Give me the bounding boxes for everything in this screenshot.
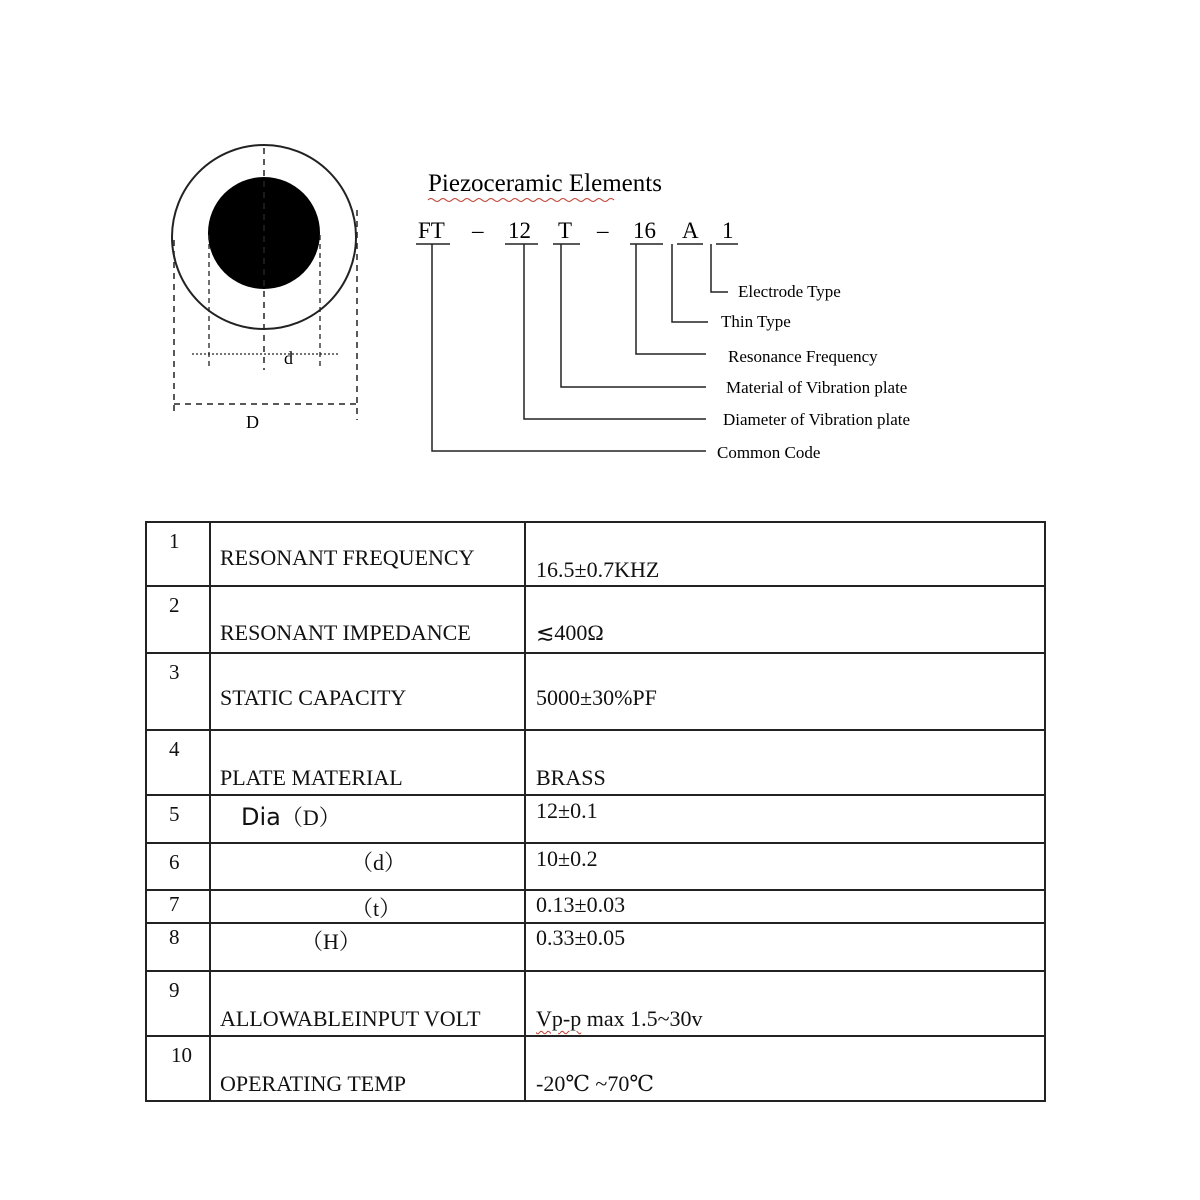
value-cell	[525, 730, 1045, 795]
table-row	[146, 971, 1045, 1036]
table-row	[146, 843, 1045, 890]
label-resonance-frequency: Resonance Frequency	[728, 347, 878, 366]
label-material: Material of Vibration plate	[726, 378, 908, 397]
param-label	[241, 801, 341, 832]
param-label: RESONANT IMPEDANCE	[220, 620, 471, 645]
param-cell	[210, 890, 525, 923]
param-cell	[210, 795, 525, 843]
code-ft: FT	[418, 218, 445, 243]
param-value: 0.33±0.05	[536, 925, 626, 950]
code-1: 1	[722, 218, 734, 243]
label-diameter: Diameter of Vibration plate	[723, 410, 911, 429]
param-value: 5000±30%PF	[536, 685, 657, 710]
param-value: ≲400Ω	[536, 620, 604, 645]
param-value: 12±0.1	[536, 798, 598, 823]
label-electrode-type: Electrode Type	[738, 282, 841, 301]
row-number: 2	[146, 586, 210, 653]
row-number: 4	[146, 730, 210, 795]
param-label: （d）	[351, 850, 407, 875]
param-value	[536, 1006, 703, 1032]
table-row	[146, 522, 1045, 586]
param-value: 0.13±0.03	[536, 892, 626, 917]
param-cell	[210, 522, 525, 586]
diagram-title: Piezoceramic Elements	[428, 170, 662, 197]
param-label: PLATE MATERIAL	[220, 765, 403, 790]
table-row	[146, 1036, 1045, 1101]
value-cell	[525, 971, 1045, 1036]
param-cell	[210, 1036, 525, 1101]
label-common-code: Common Code	[717, 443, 821, 462]
value-cell	[525, 1036, 1045, 1101]
param-value: 10±0.2	[536, 846, 598, 871]
row-number: 8	[146, 923, 210, 971]
value-cell	[525, 586, 1045, 653]
spec-table	[145, 521, 1046, 1102]
param-cell	[210, 923, 525, 971]
param-symbol: （D）	[280, 805, 341, 830]
volt-range: max 1.5~30v	[581, 1006, 703, 1031]
row-number: 7	[146, 890, 210, 923]
table-row	[146, 923, 1045, 971]
table-row	[146, 890, 1045, 923]
label-thin-type: Thin Type	[721, 312, 791, 331]
table-row	[146, 653, 1045, 730]
row-number: 9	[146, 971, 210, 1036]
value-cell	[525, 923, 1045, 971]
param-label: ALLOWABLEINPUT VOLT	[220, 1006, 481, 1031]
param-cell	[210, 586, 525, 653]
piezo-diagram	[0, 0, 1200, 500]
code-12: 12	[508, 218, 531, 243]
dim-d-label: d	[284, 348, 293, 368]
dia-word: Dia	[241, 803, 281, 831]
code-dash-1: –	[472, 218, 484, 243]
value-cell	[525, 890, 1045, 923]
code-t: T	[558, 218, 573, 243]
value-cell	[525, 843, 1045, 890]
code-16: 16	[633, 218, 656, 243]
param-cell	[210, 971, 525, 1036]
value-cell	[525, 522, 1045, 586]
param-cell	[210, 843, 525, 890]
row-number: 6	[146, 843, 210, 890]
table-row	[146, 795, 1045, 843]
code-a: A	[682, 218, 699, 243]
row-number: 10	[146, 1036, 210, 1101]
param-label: STATIC CAPACITY	[220, 685, 407, 710]
param-label: （t）	[351, 896, 402, 921]
param-value: BRASS	[536, 765, 606, 790]
row-number: 1	[146, 522, 210, 586]
param-cell	[210, 730, 525, 795]
param-cell	[210, 653, 525, 730]
param-value: -20℃ ~70℃	[536, 1071, 654, 1096]
vpp-text: Vp-p	[536, 1006, 582, 1031]
value-cell	[525, 795, 1045, 843]
table-row	[146, 730, 1045, 795]
row-number: 3	[146, 653, 210, 730]
table-row	[146, 586, 1045, 653]
dim-D-label: D	[246, 412, 259, 432]
row-number: 5	[146, 795, 210, 843]
code-dash-2: –	[597, 218, 609, 243]
param-label: （H）	[301, 929, 361, 954]
param-label: OPERATING TEMP	[220, 1071, 407, 1096]
param-label: RESONANT FREQUENCY	[220, 545, 475, 570]
value-cell	[525, 653, 1045, 730]
param-value: 16.5±0.7KHZ	[536, 557, 660, 582]
